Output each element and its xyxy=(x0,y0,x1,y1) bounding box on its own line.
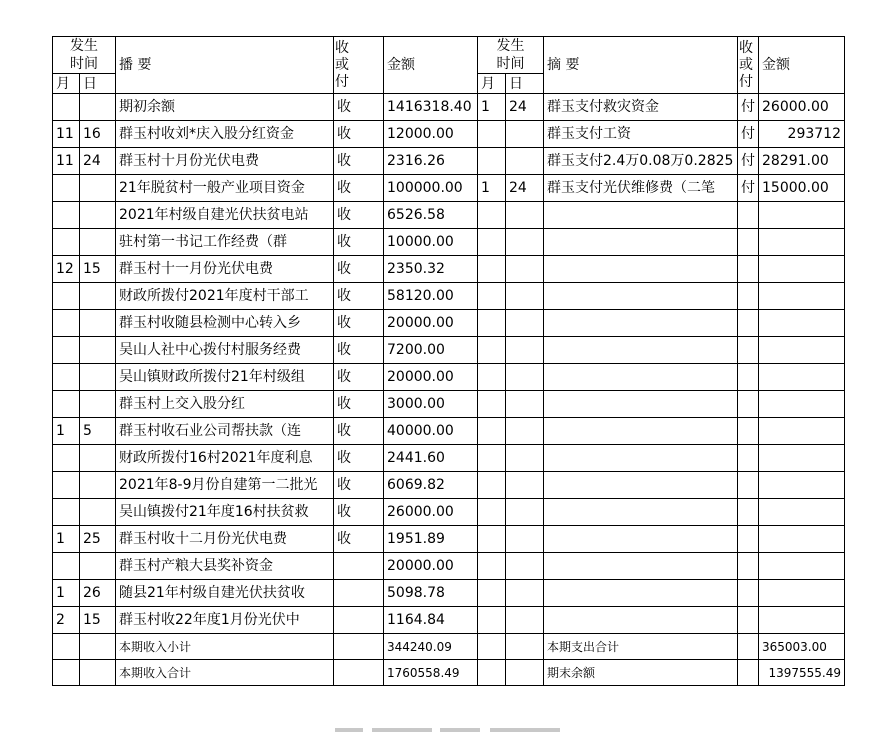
expense-amount-cell xyxy=(759,418,845,445)
income-day-cell xyxy=(80,499,116,526)
income-month-cell: 12 xyxy=(53,256,80,283)
income-summary-cell: 驻村第一书记工作经费（群 xyxy=(116,229,334,256)
income-type-cell: 收 xyxy=(334,364,384,391)
expense-type-cell: 付 xyxy=(738,148,759,175)
income-month-cell xyxy=(53,202,80,229)
expense-day-cell xyxy=(506,526,544,553)
income-total-amount: 1760558.49 xyxy=(384,660,478,686)
expense-month-cell xyxy=(478,229,506,256)
expense-summary-cell xyxy=(544,229,738,256)
table-row xyxy=(53,121,845,148)
income-total-label: 本期收入小计 xyxy=(116,634,334,660)
income-summary-cell: 吴山镇财政所拨付21年村级组 xyxy=(116,364,334,391)
table-row xyxy=(53,202,845,229)
time-header-left: 发生 时间 xyxy=(53,37,116,74)
expense-day-cell xyxy=(506,418,544,445)
income-amount-cell: 20000.00 xyxy=(384,364,478,391)
income-type-cell: 收 xyxy=(334,418,384,445)
income-type-cell: 收 xyxy=(334,94,384,121)
income-day-cell xyxy=(80,310,116,337)
table-row xyxy=(53,553,845,580)
expense-type-cell: 付 xyxy=(738,121,759,148)
cropped-text-fragment xyxy=(372,728,432,732)
summary-blank-cell xyxy=(53,660,80,686)
income-summary-cell: 群玉村收刘*庆入股分红资金 xyxy=(116,121,334,148)
income-summary-cell: 群玉村十一月份光伏电费 xyxy=(116,256,334,283)
expense-type-cell xyxy=(738,310,759,337)
expense-day-cell xyxy=(506,283,544,310)
expense-amount-cell xyxy=(759,553,845,580)
income-summary-cell: 群玉村产粮大县奖补资金 xyxy=(116,553,334,580)
expense-type-cell: 付 xyxy=(738,94,759,121)
income-amount-cell: 20000.00 xyxy=(384,310,478,337)
income-summary-cell: 群玉村收石业公司帮扶款（连 xyxy=(116,418,334,445)
expense-month-cell xyxy=(478,580,506,607)
income-amount-cell: 26000.00 xyxy=(384,499,478,526)
income-total-amount: 344240.09 xyxy=(384,634,478,660)
expense-month-cell xyxy=(478,364,506,391)
income-day-cell: 5 xyxy=(80,418,116,445)
income-amount-cell: 1951.89 xyxy=(384,526,478,553)
expense-day-cell xyxy=(506,256,544,283)
income-day-cell xyxy=(80,283,116,310)
expense-type-cell xyxy=(738,445,759,472)
table-row xyxy=(53,499,845,526)
expense-amount-cell xyxy=(759,310,845,337)
expense-month-cell xyxy=(478,256,506,283)
expense-amount-cell xyxy=(759,499,845,526)
income-day-cell xyxy=(80,175,116,202)
income-month-cell xyxy=(53,445,80,472)
income-summary-cell: 财政所拨付16村2021年度利息 xyxy=(116,445,334,472)
summary-header-right: 摘 要 xyxy=(544,37,738,94)
expense-day-cell xyxy=(506,553,544,580)
income-day-cell: 16 xyxy=(80,121,116,148)
expense-month-cell xyxy=(478,607,506,634)
cropped-text-fragment xyxy=(440,728,480,732)
expense-amount-cell xyxy=(759,391,845,418)
expense-summary-cell xyxy=(544,256,738,283)
summary-blank-cell xyxy=(53,634,80,660)
expense-type-cell xyxy=(738,337,759,364)
income-month-cell: 1 xyxy=(53,526,80,553)
income-type-cell: 收 xyxy=(334,445,384,472)
day-header-left: 日 xyxy=(80,74,116,94)
expense-amount-cell: 26000.00 xyxy=(759,94,845,121)
income-month-cell xyxy=(53,310,80,337)
time-header-right: 发生 时间 xyxy=(478,37,544,74)
table-row xyxy=(53,229,845,256)
summary-blank-cell xyxy=(738,634,759,660)
expense-day-cell xyxy=(506,202,544,229)
table-row xyxy=(53,391,845,418)
expense-type-cell xyxy=(738,391,759,418)
expense-day-cell xyxy=(506,337,544,364)
expense-total-label: 本期支出合计 xyxy=(544,634,738,660)
expense-type-cell xyxy=(738,256,759,283)
expense-amount-cell: 293712 xyxy=(759,121,845,148)
expense-summary-cell xyxy=(544,391,738,418)
income-day-cell: 15 xyxy=(80,607,116,634)
income-day-cell xyxy=(80,472,116,499)
expense-amount-cell xyxy=(759,472,845,499)
income-summary-cell: 期初余额 xyxy=(116,94,334,121)
income-summary-cell: 群玉村收随县检测中心转入乡 xyxy=(116,310,334,337)
income-amount-cell: 20000.00 xyxy=(384,553,478,580)
income-type-cell: 收 xyxy=(334,337,384,364)
expense-amount-cell xyxy=(759,445,845,472)
income-type-cell: 收 xyxy=(334,283,384,310)
income-type-cell: 收 xyxy=(334,256,384,283)
income-day-cell xyxy=(80,553,116,580)
summary-row xyxy=(53,660,845,686)
income-day-cell xyxy=(80,202,116,229)
expense-summary-cell xyxy=(544,445,738,472)
expense-summary-cell xyxy=(544,553,738,580)
expense-type-cell: 付 xyxy=(738,175,759,202)
income-day-cell: 24 xyxy=(80,148,116,175)
summary-blank-cell xyxy=(80,660,116,686)
expense-day-cell xyxy=(506,121,544,148)
expense-amount-cell xyxy=(759,283,845,310)
expense-amount-cell xyxy=(759,229,845,256)
expense-summary-cell xyxy=(544,337,738,364)
income-summary-cell: 群玉村十月份光伏电费 xyxy=(116,148,334,175)
expense-amount-cell xyxy=(759,337,845,364)
table-row xyxy=(53,310,845,337)
expense-amount-cell xyxy=(759,580,845,607)
income-amount-cell: 6069.82 xyxy=(384,472,478,499)
income-month-cell xyxy=(53,229,80,256)
expense-type-cell xyxy=(738,364,759,391)
income-type-cell: 收 xyxy=(334,499,384,526)
income-type-cell: 收 xyxy=(334,472,384,499)
expense-month-cell: 1 xyxy=(478,175,506,202)
income-type-cell: 收 xyxy=(334,391,384,418)
table-row xyxy=(53,364,845,391)
expense-type-cell xyxy=(738,229,759,256)
income-day-cell xyxy=(80,364,116,391)
table-row xyxy=(53,175,845,202)
expense-month-cell xyxy=(478,526,506,553)
expense-month-cell xyxy=(478,553,506,580)
expense-day-cell xyxy=(506,364,544,391)
income-amount-cell: 40000.00 xyxy=(384,418,478,445)
expense-amount-cell xyxy=(759,202,845,229)
table-row xyxy=(53,418,845,445)
type-header-left: 收 或 付 xyxy=(334,37,384,94)
income-month-cell xyxy=(53,391,80,418)
income-type-cell: 收 xyxy=(334,229,384,256)
income-day-cell: 15 xyxy=(80,256,116,283)
expense-day-cell xyxy=(506,445,544,472)
income-month-cell xyxy=(53,175,80,202)
month-header-right: 月 xyxy=(478,74,506,94)
income-amount-cell: 2441.60 xyxy=(384,445,478,472)
expense-summary-cell xyxy=(544,580,738,607)
summary-blank-cell xyxy=(738,660,759,686)
expense-type-cell xyxy=(738,283,759,310)
income-month-cell xyxy=(53,364,80,391)
income-amount-cell: 58120.00 xyxy=(384,283,478,310)
income-summary-cell: 群玉村收十二月份光伏电费 xyxy=(116,526,334,553)
income-amount-cell: 12000.00 xyxy=(384,121,478,148)
expense-day-cell xyxy=(506,310,544,337)
income-summary-cell: 2021年8-9月份自建第一二批光 xyxy=(116,472,334,499)
expense-type-cell xyxy=(738,580,759,607)
income-summary-cell: 吴山人社中心拨付村服务经费 xyxy=(116,337,334,364)
summary-blank-cell xyxy=(80,634,116,660)
expense-amount-cell: 15000.00 xyxy=(759,175,845,202)
expense-month-cell xyxy=(478,418,506,445)
income-summary-cell: 2021年村级自建光伏扶贫电站 xyxy=(116,202,334,229)
amount-header-left: 金额 xyxy=(384,37,478,94)
income-month-cell: 1 xyxy=(53,418,80,445)
expense-summary-cell: 群玉支付工资 xyxy=(544,121,738,148)
income-amount-cell: 100000.00 xyxy=(384,175,478,202)
expense-summary-cell xyxy=(544,607,738,634)
income-amount-cell: 6526.58 xyxy=(384,202,478,229)
expense-month-cell xyxy=(478,310,506,337)
table-row xyxy=(53,445,845,472)
income-day-cell xyxy=(80,229,116,256)
summary-row xyxy=(53,634,845,660)
income-summary-cell: 群玉村上交入股分红 xyxy=(116,391,334,418)
income-amount-cell: 1164.84 xyxy=(384,607,478,634)
expense-month-cell xyxy=(478,445,506,472)
day-header-right: 日 xyxy=(506,74,544,94)
expense-month-cell xyxy=(478,148,506,175)
income-type-cell xyxy=(334,553,384,580)
income-type-cell xyxy=(334,607,384,634)
income-day-cell: 25 xyxy=(80,526,116,553)
expense-amount-cell xyxy=(759,256,845,283)
expense-type-cell xyxy=(738,472,759,499)
income-month-cell: 11 xyxy=(53,121,80,148)
income-amount-cell: 7200.00 xyxy=(384,337,478,364)
income-month-cell: 1 xyxy=(53,580,80,607)
income-amount-cell: 10000.00 xyxy=(384,229,478,256)
expense-summary-cell xyxy=(544,472,738,499)
table-row xyxy=(53,148,845,175)
table-row xyxy=(53,94,845,121)
expense-day-cell: 24 xyxy=(506,175,544,202)
expense-month-cell xyxy=(478,391,506,418)
expense-day-cell xyxy=(506,499,544,526)
income-amount-cell: 5098.78 xyxy=(384,580,478,607)
income-amount-cell: 3000.00 xyxy=(384,391,478,418)
income-amount-cell: 2350.32 xyxy=(384,256,478,283)
summary-blank-cell xyxy=(334,634,384,660)
expense-type-cell xyxy=(738,607,759,634)
expense-month-cell xyxy=(478,472,506,499)
income-day-cell xyxy=(80,94,116,121)
table-row xyxy=(53,337,845,364)
expense-month-cell xyxy=(478,283,506,310)
expense-summary-cell xyxy=(544,310,738,337)
summary-blank-cell xyxy=(506,660,544,686)
income-summary-cell: 吴山镇拨付21年度16村扶贫救 xyxy=(116,499,334,526)
expense-total-amount: 1397555.49 xyxy=(759,660,845,686)
expense-day-cell xyxy=(506,580,544,607)
expense-amount-cell xyxy=(759,607,845,634)
income-amount-cell: 1416318.40 xyxy=(384,94,478,121)
table-row xyxy=(53,580,845,607)
expense-month-cell: 1 xyxy=(478,94,506,121)
income-type-cell: 收 xyxy=(334,175,384,202)
income-type-cell xyxy=(334,580,384,607)
income-type-cell: 收 xyxy=(334,526,384,553)
expense-summary-cell xyxy=(544,202,738,229)
expense-amount-cell: 28291.00 xyxy=(759,148,845,175)
expense-month-cell xyxy=(478,121,506,148)
expense-day-cell xyxy=(506,391,544,418)
expense-amount-cell xyxy=(759,364,845,391)
expense-day-cell xyxy=(506,148,544,175)
expense-summary-cell: 群玉支付2.4万0.08万0.2825 xyxy=(544,148,738,175)
amount-header-right: 金额 xyxy=(759,37,845,94)
summary-header-left: 播 要 xyxy=(116,37,334,94)
income-day-cell: 26 xyxy=(80,580,116,607)
income-month-cell xyxy=(53,472,80,499)
expense-summary-cell xyxy=(544,526,738,553)
expense-total-amount: 365003.00 xyxy=(759,634,845,660)
table-row xyxy=(53,472,845,499)
income-total-label: 本期收入合计 xyxy=(116,660,334,686)
expense-summary-cell: 群玉支付光伏维修费（二笔 xyxy=(544,175,738,202)
summary-blank-cell xyxy=(334,660,384,686)
month-header-left: 月 xyxy=(53,74,80,94)
expense-type-cell xyxy=(738,553,759,580)
income-day-cell xyxy=(80,337,116,364)
expense-month-cell xyxy=(478,202,506,229)
summary-blank-cell xyxy=(478,660,506,686)
expense-month-cell xyxy=(478,337,506,364)
income-month-cell: 2 xyxy=(53,607,80,634)
cropped-text-fragment xyxy=(335,728,363,732)
income-summary-cell: 财政所拨付2021年度村干部工 xyxy=(116,283,334,310)
income-month-cell xyxy=(53,553,80,580)
income-month-cell: 11 xyxy=(53,148,80,175)
income-amount-cell: 2316.26 xyxy=(384,148,478,175)
income-month-cell xyxy=(53,94,80,121)
income-day-cell xyxy=(80,445,116,472)
expense-day-cell xyxy=(506,229,544,256)
summary-blank-cell xyxy=(478,634,506,660)
expense-summary-cell: 群玉支付救灾资金 xyxy=(544,94,738,121)
expense-day-cell xyxy=(506,472,544,499)
table-row xyxy=(53,283,845,310)
income-type-cell: 收 xyxy=(334,310,384,337)
expense-type-cell xyxy=(738,202,759,229)
income-month-cell xyxy=(53,283,80,310)
expense-summary-cell xyxy=(544,283,738,310)
expense-amount-cell xyxy=(759,526,845,553)
income-type-cell: 收 xyxy=(334,148,384,175)
expense-type-cell xyxy=(738,418,759,445)
income-type-cell: 收 xyxy=(334,121,384,148)
table-row xyxy=(53,256,845,283)
income-summary-cell: 群玉村收22年度1月份光伏中 xyxy=(116,607,334,634)
type-header-right: 收 或 付 xyxy=(738,37,759,94)
expense-month-cell xyxy=(478,499,506,526)
income-month-cell xyxy=(53,499,80,526)
table-row xyxy=(53,607,845,634)
expense-summary-cell xyxy=(544,418,738,445)
table-row xyxy=(53,526,845,553)
expense-type-cell xyxy=(738,526,759,553)
income-type-cell: 收 xyxy=(334,202,384,229)
cropped-text-fragment xyxy=(490,728,560,732)
summary-blank-cell xyxy=(506,634,544,660)
expense-summary-cell xyxy=(544,499,738,526)
income-summary-cell: 随县21年村级自建光伏扶贫收 xyxy=(116,580,334,607)
expense-type-cell xyxy=(738,499,759,526)
expense-day-cell xyxy=(506,607,544,634)
income-day-cell xyxy=(80,391,116,418)
expense-summary-cell xyxy=(544,364,738,391)
income-month-cell xyxy=(53,337,80,364)
ledger-body xyxy=(53,94,845,686)
ledger-table xyxy=(52,36,845,686)
income-summary-cell: 21年脱贫村一般产业项目资金 xyxy=(116,175,334,202)
expense-total-label: 期末余额 xyxy=(544,660,738,686)
expense-day-cell: 24 xyxy=(506,94,544,121)
